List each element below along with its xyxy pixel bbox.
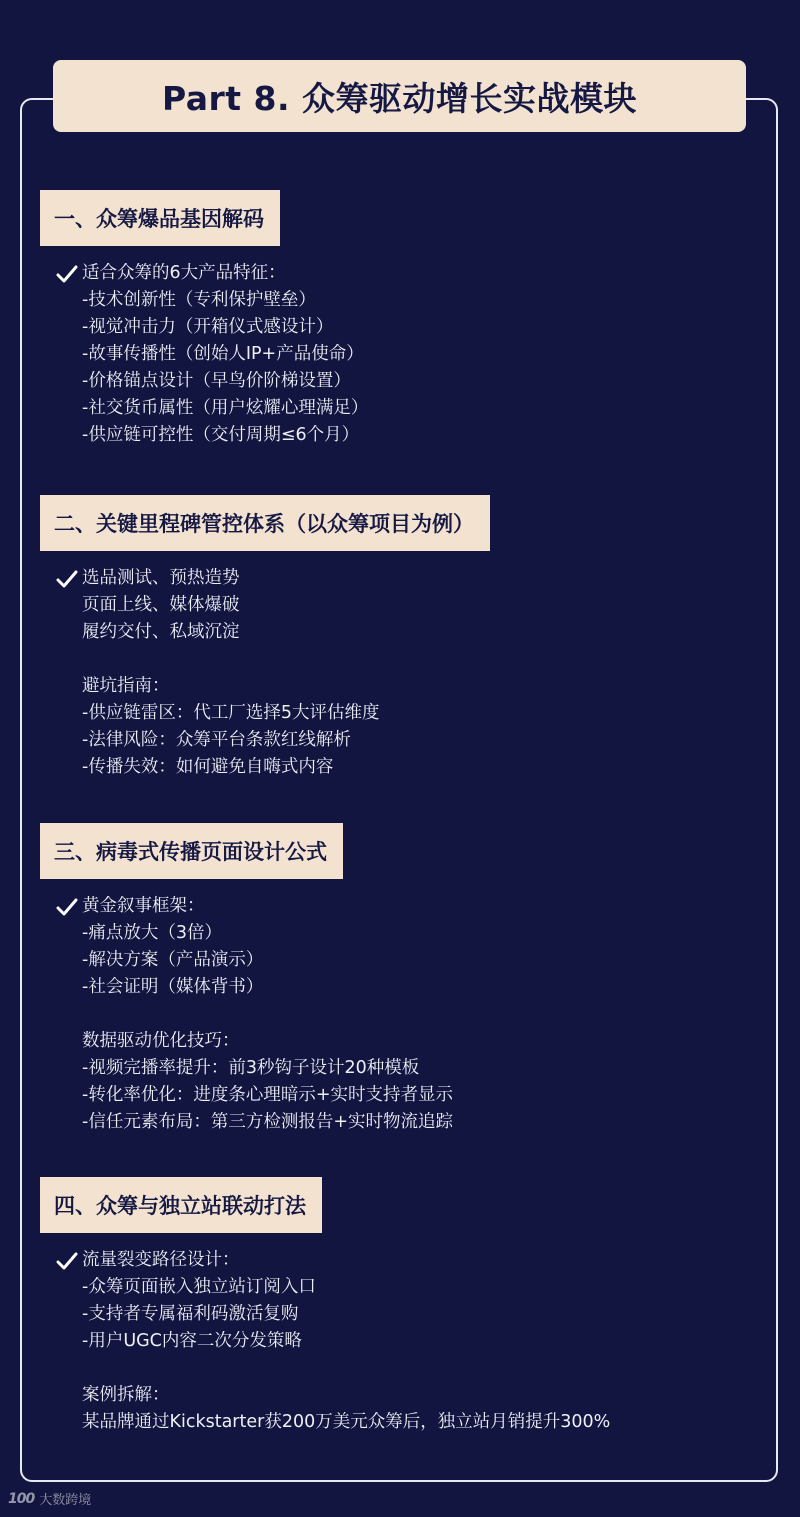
text-line: 避坑指南： — [82, 676, 170, 696]
text-line: -传播失效：如何避免自嗨式内容 — [82, 757, 334, 777]
text-line: -视觉冲击力（开箱仪式感设计） — [82, 317, 334, 337]
text-line: -解决方案（产品演示） — [82, 950, 264, 970]
section-header-text: 四、众筹与独立站联动打法 — [54, 1194, 306, 1218]
text-line: 选品测试、预热造势 — [82, 568, 240, 588]
section-body — [82, 893, 800, 1136]
text-line: 某品牌通过Kickstarter获200万美元众筹后，独立站月销提升300% — [82, 1412, 611, 1432]
spacer — [82, 646, 800, 673]
text-line: -故事传播性（创始人IP+产品使命） — [82, 344, 364, 364]
logo-mark: 100 — [8, 1490, 35, 1507]
section-header-text: 二、关键里程碑管控体系（以众筹项目为例） — [54, 512, 474, 536]
text-line: -社交货币属性（用户炫耀心理满足） — [82, 398, 369, 418]
section-body — [82, 260, 800, 449]
checkmark-icon — [56, 897, 78, 917]
text-line: -技术创新性（专利保护壁垒） — [82, 290, 316, 310]
text-line: 黄金叙事框架： — [82, 896, 205, 916]
text-line: 履约交付、私域沉淀 — [82, 622, 240, 642]
section-header-text: 一、众筹爆品基因解码 — [54, 207, 264, 231]
title-banner — [53, 60, 746, 132]
section-header — [40, 1177, 322, 1233]
text-line: -法律风险：众筹平台条款红线解析 — [82, 730, 351, 750]
section-1 — [0, 190, 800, 449]
section-4 — [0, 1177, 800, 1436]
section-3 — [0, 823, 800, 1136]
section-header — [40, 495, 490, 551]
text-line: 数据驱动优化技巧： — [82, 1031, 240, 1051]
section-body — [82, 1247, 800, 1436]
text-line: 适合众筹的6大产品特征： — [82, 263, 286, 283]
checkmark-icon — [56, 264, 78, 284]
text-line: 流量裂变路径设计： — [82, 1250, 240, 1270]
checkmark-icon — [56, 1251, 78, 1271]
section-header — [40, 190, 280, 246]
text-line: -视频完播率提升：前3秒钩子设计20种模板 — [82, 1058, 420, 1078]
text-line: 案例拆解： — [82, 1385, 170, 1405]
section-body — [82, 565, 800, 781]
section-header-text: 三、病毒式传播页面设计公式 — [54, 840, 327, 864]
page-title: Part 8. 众筹驱动增长实战模块 — [161, 78, 638, 118]
logo-text: 大数跨境 — [39, 1493, 92, 1508]
text-line: -支持者专属福利码激活复购 — [82, 1304, 299, 1324]
text-line: -众筹页面嵌入独立站订阅入口 — [82, 1277, 316, 1297]
section-header — [40, 823, 343, 879]
text-line: -痛点放大（3倍） — [82, 923, 222, 943]
text-line: -供应链雷区：代工厂选择5大评估维度 — [82, 703, 380, 723]
checkmark-icon — [56, 569, 78, 589]
spacer — [82, 1001, 800, 1028]
section-2 — [0, 495, 800, 781]
watermark-logo — [8, 1489, 91, 1508]
text-line: -用户UGC内容二次分发策略 — [82, 1331, 302, 1351]
text-line: -转化率优化：进度条心理暗示+实时支持者显示 — [82, 1085, 453, 1105]
text-line: -价格锚点设计（早鸟价阶梯设置） — [82, 371, 351, 391]
text-line: -社会证明（媒体背书） — [82, 977, 264, 997]
text-line: -信任元素布局：第三方检测报告+实时物流追踪 — [82, 1112, 453, 1132]
text-line: 页面上线、媒体爆破 — [82, 595, 240, 615]
text-line: -供应链可控性（交付周期≤6个月） — [82, 425, 360, 445]
spacer — [82, 1355, 800, 1382]
